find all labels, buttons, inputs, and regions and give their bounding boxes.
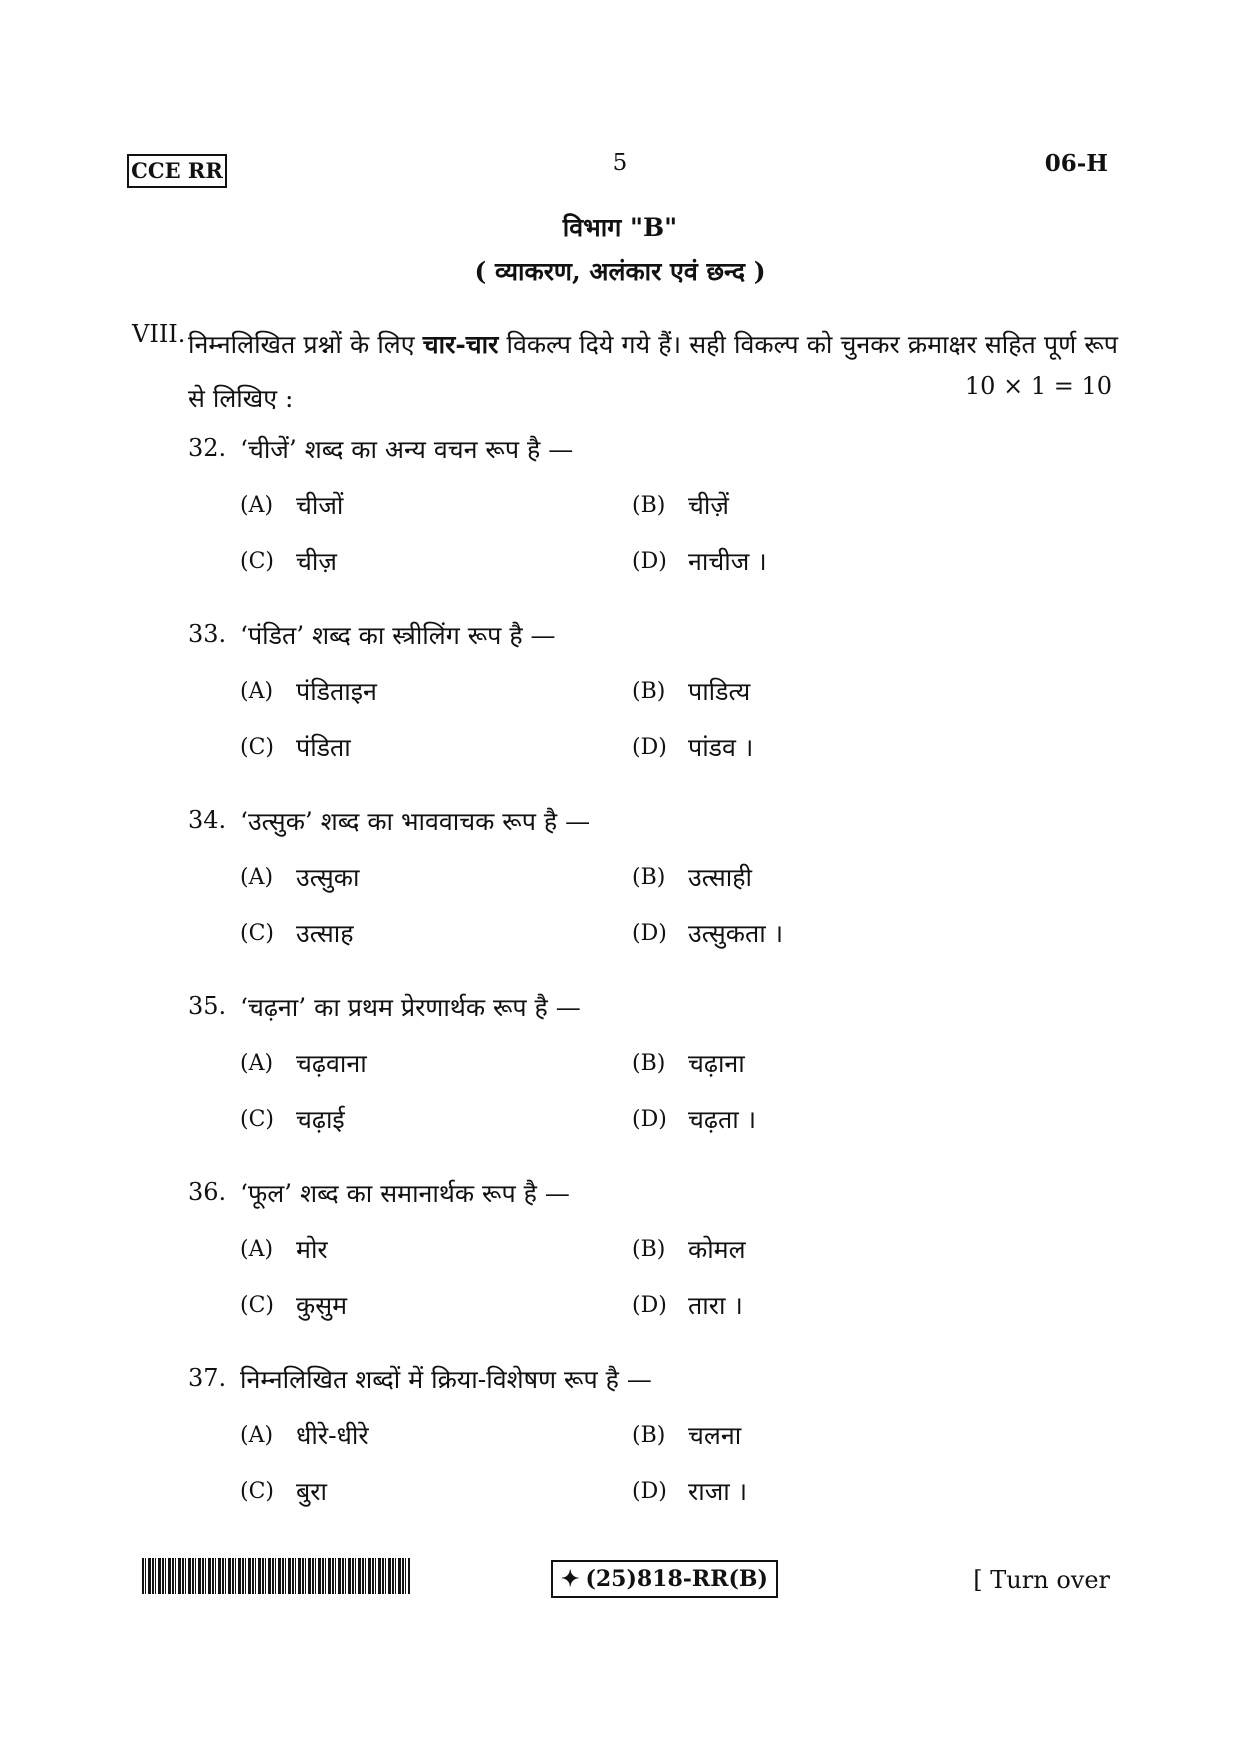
option-label: (C) <box>240 1293 274 1318</box>
option-text: चीजों <box>296 491 344 520</box>
instruction-text-before: निम्नलिखित प्रश्नों के लिए <box>188 330 423 359</box>
question-number: 37. <box>188 1364 227 1392</box>
option-text: बुरा <box>296 1477 327 1506</box>
option-text: चलना <box>688 1421 742 1450</box>
question-text: निम्नलिखित शब्दों में क्रिया-विशेषण रूप है — <box>240 1365 652 1394</box>
option-text: कोमल <box>688 1235 746 1264</box>
option-label: (A) <box>240 1423 274 1448</box>
option-text: चढ़ाना <box>688 1049 745 1078</box>
option-text: चढ़ता । <box>688 1105 757 1134</box>
question-text: ‘उत्सुक’ शब्द का भाववाचक रूप है — <box>240 807 591 836</box>
paper-code: 06-H <box>1044 150 1108 177</box>
option-text: चीज़ें <box>688 491 729 520</box>
option-text: उत्सुकता । <box>688 919 784 948</box>
option-label: (D) <box>632 1479 667 1504</box>
marks-label: 10 × 1 = 10 <box>964 372 1112 400</box>
option-label: (D) <box>632 549 667 574</box>
option-text: धीरे-धीरे <box>296 1421 369 1450</box>
option-text: राजा । <box>688 1477 748 1506</box>
option-label: (B) <box>632 1051 666 1076</box>
option-label: (B) <box>632 865 666 890</box>
option-label: (D) <box>632 921 667 946</box>
option-text: चढ़ाई <box>296 1105 345 1134</box>
instruction-number: VIII. <box>132 320 186 348</box>
question-number: 34. <box>188 806 227 834</box>
barcode <box>142 1558 410 1594</box>
option-text: पंडिता <box>296 733 351 762</box>
option-label: (D) <box>632 1107 667 1132</box>
turn-over-label: [ Turn over <box>973 1566 1110 1594</box>
question-text: ‘फूल’ शब्द का समानार्थक रूप है — <box>240 1179 570 1208</box>
option-text: पांडव । <box>688 733 754 762</box>
option-text: कुसुम <box>296 1291 348 1320</box>
option-label: (B) <box>632 1237 666 1262</box>
option-label: (D) <box>632 1293 667 1318</box>
question-text: ‘चीजें’ शब्द का अन्य वचन रूप है — <box>240 435 574 464</box>
page-number: 5 <box>612 150 628 176</box>
option-text: उत्साही <box>688 863 752 892</box>
option-label: (B) <box>632 679 666 704</box>
option-text: पाडित्य <box>688 677 751 706</box>
question-number: 32. <box>188 434 227 462</box>
instruction-text-bold: चार-चार <box>422 330 499 359</box>
option-label: (C) <box>240 735 274 760</box>
option-text: उत्साह <box>296 919 354 948</box>
option-text: चढ़वाना <box>296 1049 367 1078</box>
option-label: (C) <box>240 1107 274 1132</box>
instruction-text-after: विकल्प दिये गये हैं। सही विकल्प को चुनकर क्रमाक्षर सहित पूर्ण रूप से लिखिए : <box>188 330 1118 413</box>
option-label: (A) <box>240 1051 274 1076</box>
question-text: ‘चढ़ना’ का प्रथम प्रेरणार्थक रूप है — <box>240 993 581 1022</box>
option-text: पंडिताइन <box>296 677 377 706</box>
option-label: (A) <box>240 865 274 890</box>
option-label: (A) <box>240 679 274 704</box>
footer-code-box <box>551 1560 778 1598</box>
four-point-star-icon: ✦ <box>561 1566 580 1592</box>
question-number: 36. <box>188 1178 227 1206</box>
option-label: (C) <box>240 1479 274 1504</box>
option-text: नाचीज । <box>688 547 767 576</box>
question-text: ‘पंडित’ शब्द का स्त्रीलिंग रूप है — <box>240 621 556 650</box>
option-text: चीज़ <box>296 547 337 576</box>
option-label: (B) <box>632 493 666 518</box>
header-box-label: CCE RR <box>127 154 227 188</box>
option-label: (C) <box>240 549 274 574</box>
question-number: 33. <box>188 620 227 648</box>
question-number: 35. <box>188 992 227 1020</box>
option-text: मोर <box>296 1235 328 1264</box>
footer-code: (25)818-RR(B) <box>585 1566 768 1592</box>
option-label: (B) <box>632 1423 666 1448</box>
option-label: (D) <box>632 735 667 760</box>
option-label: (A) <box>240 493 274 518</box>
section-title: विभाग "B" <box>562 213 678 242</box>
option-label: (A) <box>240 1237 274 1262</box>
option-label: (C) <box>240 921 274 946</box>
section-subtitle: ( व्याकरण, अलंकार एवं छन्द ) <box>474 257 766 286</box>
option-text: तारा । <box>688 1291 743 1320</box>
option-text: उत्सुका <box>296 863 360 892</box>
